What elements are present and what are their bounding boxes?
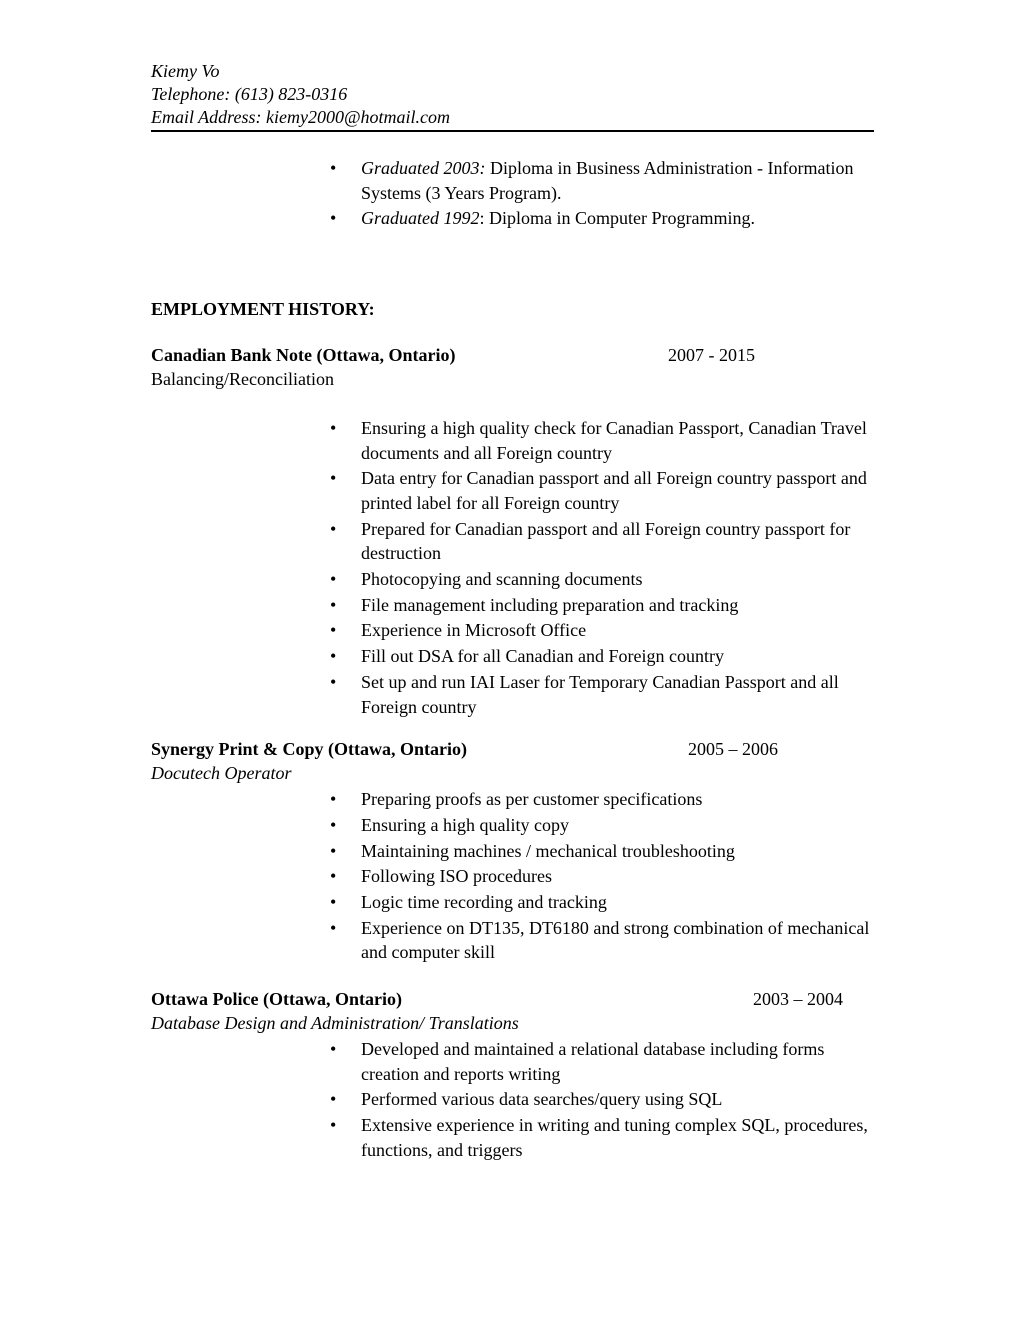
list-item: • Ensuring a high quality copy bbox=[330, 813, 878, 838]
education-text: Diploma in Business Administration - Information Systems (3 Years Program). bbox=[361, 158, 854, 203]
job-company: Synergy Print & Copy (Ottawa, Ontario) bbox=[151, 739, 467, 759]
email-line: Email Address: kiemy2000@hotmail.com bbox=[151, 107, 451, 127]
list-item: • Photocopying and scanning documents bbox=[330, 567, 878, 592]
job-role: Balancing/Reconciliation bbox=[151, 369, 334, 389]
list-item: • Logic time recording and tracking bbox=[330, 890, 878, 915]
list-item: • File management including preparation and tracking bbox=[330, 593, 878, 618]
education-label: Graduated 1992 bbox=[361, 208, 480, 229]
job-duties-list bbox=[330, 416, 878, 720]
list-item bbox=[330, 206, 878, 231]
education-list bbox=[330, 156, 878, 232]
list-item: • Prepared for Canadian passport and all Foreign country passport for destruction bbox=[330, 517, 878, 566]
list-item: • Ensuring a high quality check for Canadian Passport, Canadian Travel documents and all Foreign country bbox=[330, 416, 878, 465]
list-item: • Experience on DT135, DT6180 and strong combination of mechanical and computer skill bbox=[330, 916, 878, 965]
list-item: • Fill out DSA for all Canadian and Foreign country bbox=[330, 644, 878, 669]
list-item bbox=[330, 156, 878, 205]
list-item: • Performed various data searches/query using SQL bbox=[330, 1087, 878, 1112]
list-item: • Developed and maintained a relational database including forms creation and reports writing bbox=[330, 1037, 878, 1086]
education-label: Graduated 2003: bbox=[361, 158, 486, 178]
list-item: • Maintaining machines / mechanical troubleshooting bbox=[330, 839, 878, 864]
job-company: Ottawa Police (Ottawa, Ontario) bbox=[151, 989, 402, 1009]
job-duties-list bbox=[330, 1037, 878, 1163]
list-item: • Experience in Microsoft Office bbox=[330, 618, 878, 643]
applicant-name: Kiemy Vo bbox=[151, 61, 220, 81]
job-years: 2003 – 2004 bbox=[753, 989, 843, 1009]
job-role: Database Design and Administration/ Translations bbox=[151, 1013, 519, 1033]
education-text: : Diploma in Computer Programming. bbox=[479, 208, 755, 229]
list-item: • Extensive experience in writing and tuning complex SQL, procedures, functions, and triggers bbox=[330, 1113, 878, 1162]
list-item: • Set up and run IAI Laser for Temporary Canadian Passport and all Foreign country bbox=[330, 670, 878, 719]
employment-history-heading: EMPLOYMENT HISTORY: bbox=[151, 299, 375, 319]
job-role: Docutech Operator bbox=[151, 763, 292, 783]
telephone-line: Telephone: (613) 823-0316 bbox=[151, 84, 348, 104]
list-item: • Preparing proofs as per customer specifications bbox=[330, 787, 878, 812]
job-years: 2005 – 2006 bbox=[688, 739, 778, 759]
resume-header bbox=[151, 60, 874, 132]
job-company: Canadian Bank Note (Ottawa, Ontario) bbox=[151, 345, 456, 365]
list-item: • Data entry for Canadian passport and all Foreign country passport and printed label for all Foreign country bbox=[330, 466, 878, 515]
job-duties-list bbox=[330, 787, 878, 966]
list-item: • Following ISO procedures bbox=[330, 864, 878, 889]
job-years: 2007 - 2015 bbox=[668, 345, 755, 365]
